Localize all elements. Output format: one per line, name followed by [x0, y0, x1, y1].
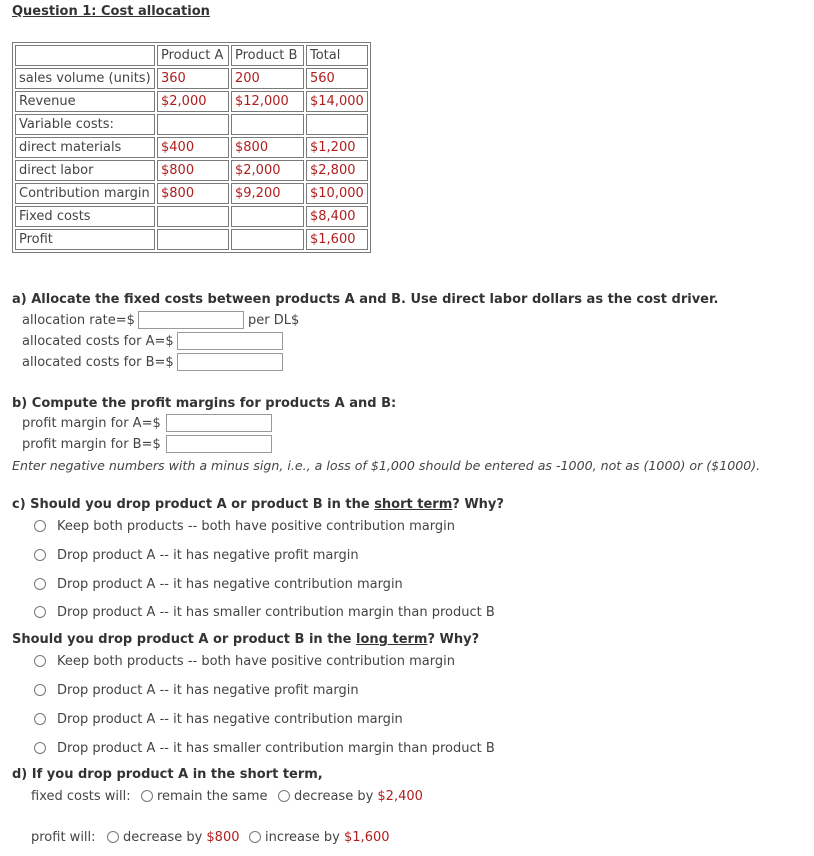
cost-table	[12, 42, 371, 253]
table-cell: $800	[231, 137, 304, 158]
allocation-rate-label: allocation rate=$	[22, 313, 135, 328]
table-cell: 200	[231, 68, 304, 89]
table-cell	[157, 114, 229, 135]
table-cell: $800	[157, 183, 229, 204]
table-cell	[157, 229, 229, 250]
question-text: c) Should you drop product A or product B in the	[12, 497, 370, 512]
fixed-costs-label: fixed costs will:	[31, 789, 131, 804]
table-cell	[231, 206, 304, 227]
table-cell: $1,600	[306, 229, 368, 250]
table-cell: $10,000	[306, 183, 368, 204]
short-term-emphasis: short term	[374, 497, 453, 512]
profit-increase-value: $1,600	[344, 830, 390, 845]
long-term-option-1-label[interactable]: Keep both products -- both have positive contribution margin	[57, 654, 455, 669]
profit-margin-b-input[interactable]	[166, 435, 272, 453]
table-row	[15, 160, 368, 181]
long-term-option-2-label[interactable]: Drop product A -- it has negative profit margin	[57, 683, 359, 698]
short-term-option-4-radio[interactable]	[34, 606, 46, 618]
question-text: Should you drop product A or product B in the	[12, 632, 352, 647]
row-label: direct labor	[15, 160, 155, 181]
question-text: ? Why?	[452, 497, 504, 512]
short-term-option-1-radio[interactable]	[34, 520, 46, 532]
table-cell: $2,800	[306, 160, 368, 181]
profit-margin-a-label: profit margin for A=$	[22, 416, 161, 431]
row-label: sales volume (units)	[15, 68, 155, 89]
table-row	[15, 68, 368, 89]
row-label: direct materials	[15, 137, 155, 158]
short-term-option-4-label[interactable]: Drop product A -- it has smaller contribution margin than product B	[57, 605, 495, 620]
table-cell: $12,000	[231, 91, 304, 112]
row-label: Fixed costs	[15, 206, 155, 227]
short-term-option-1-label[interactable]: Keep both products -- both have positive contribution margin	[57, 519, 455, 534]
profit-margin-b-label: profit margin for B=$	[22, 437, 161, 452]
negative-number-note: Enter negative numbers with a minus sign, i.e., a loss of $1,000 should be entered as -1000, not as (1000) or ($1000).	[12, 458, 761, 473]
allocation-rate-input[interactable]	[138, 311, 244, 329]
profit-decrease-label[interactable]	[123, 830, 240, 845]
table-cell	[306, 114, 368, 135]
part-d-question: d) If you drop product A in the short term,	[12, 767, 323, 782]
table-row	[15, 114, 368, 135]
question-text: ? Why?	[427, 632, 480, 647]
profit-decrease-value: $800	[206, 830, 240, 845]
long-term-emphasis: long term	[356, 632, 428, 647]
table-cell	[157, 206, 229, 227]
table-cell: $800	[157, 160, 229, 181]
table-row	[15, 206, 368, 227]
table-cell	[231, 114, 304, 135]
table-cell: 560	[306, 68, 368, 89]
profit-will-label: profit will:	[31, 830, 96, 845]
profit-decrease-text: decrease by	[123, 830, 207, 845]
allocation-rate-unit: per DL$	[248, 313, 300, 328]
fixed-remain-radio[interactable]	[141, 790, 153, 802]
table-cell: $400	[157, 137, 229, 158]
profit-increase-radio[interactable]	[249, 831, 261, 843]
short-term-option-2-label[interactable]: Drop product A -- it has negative profit margin	[57, 548, 359, 563]
table-cell	[231, 229, 304, 250]
row-label: Revenue	[15, 91, 155, 112]
long-term-option-4-radio[interactable]	[34, 742, 46, 754]
fixed-decrease-text: decrease by	[294, 789, 378, 804]
table-cell: $14,000	[306, 91, 368, 112]
long-term-option-4-label[interactable]: Drop product A -- it has smaller contribution margin than product B	[57, 741, 495, 756]
table-header-cell	[15, 45, 155, 66]
table-header-cell: Total	[306, 45, 368, 66]
long-term-option-3-label[interactable]: Drop product A -- it has negative contribution margin	[57, 712, 403, 727]
table-cell: $2,000	[157, 91, 229, 112]
table-header-cell: Product A	[157, 45, 229, 66]
allocated-b-input[interactable]	[177, 353, 283, 371]
allocated-a-label: allocated costs for A=$	[22, 334, 174, 349]
part-c-short-question	[12, 497, 504, 512]
table-row	[15, 183, 368, 204]
fixed-decrease-radio[interactable]	[278, 790, 290, 802]
table-cell: $2,000	[231, 160, 304, 181]
allocated-b-label: allocated costs for B=$	[22, 355, 174, 370]
table-row	[15, 137, 368, 158]
profit-increase-text: increase by	[265, 830, 345, 845]
fixed-decrease-label[interactable]	[294, 789, 423, 804]
part-b-question: b) Compute the profit margins for products A and B:	[12, 396, 397, 411]
part-c-long-question	[12, 632, 479, 647]
table-cell: $8,400	[306, 206, 368, 227]
table-header-row	[15, 45, 368, 66]
fixed-remain-label[interactable]: remain the same	[157, 789, 268, 804]
short-term-option-3-label[interactable]: Drop product A -- it has negative contribution margin	[57, 577, 403, 592]
short-term-option-3-radio[interactable]	[34, 578, 46, 590]
row-label: Variable costs:	[15, 114, 155, 135]
long-term-option-3-radio[interactable]	[34, 713, 46, 725]
table-row	[15, 91, 368, 112]
allocated-a-input[interactable]	[177, 332, 283, 350]
table-cell: $1,200	[306, 137, 368, 158]
profit-increase-label[interactable]	[265, 830, 390, 845]
fixed-decrease-value: $2,400	[377, 789, 423, 804]
question-title: Question 1: Cost allocation	[12, 4, 210, 19]
long-term-option-2-radio[interactable]	[34, 684, 46, 696]
table-header-cell: Product B	[231, 45, 304, 66]
row-label: Contribution margin	[15, 183, 155, 204]
part-a-question: a) Allocate the fixed costs between products A and B. Use direct labor dollars as the cost driver.	[12, 292, 719, 307]
table-cell: 360	[157, 68, 229, 89]
table-cell: $9,200	[231, 183, 304, 204]
profit-margin-a-input[interactable]	[166, 414, 272, 432]
profit-decrease-radio[interactable]	[107, 831, 119, 843]
row-label: Profit	[15, 229, 155, 250]
short-term-option-2-radio[interactable]	[34, 549, 46, 561]
long-term-option-1-radio[interactable]	[34, 655, 46, 667]
table-row	[15, 229, 368, 250]
